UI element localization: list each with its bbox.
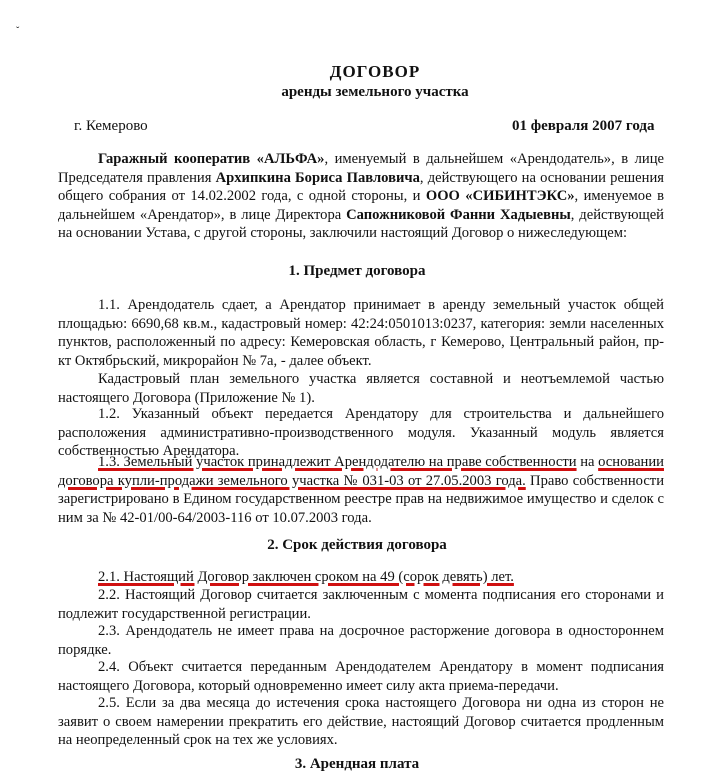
clause-2-2: 2.2. Настоящий Договор считается заключенным с момента подписания его сторонами и подлежит государственной регистрации.: [58, 587, 664, 622]
clause-2-5: 2.5. Если за два месяца до истечения срока настоящего Договора ни одна из сторон не заявит о своем намерении прекратить его действие, настоящий Договор считается продленным на неопределенный срок на тех же условиях.: [58, 695, 664, 749]
clause-2-1: [58, 568, 664, 587]
preamble-text: , именуемый в дальнейшем «Арендодатель», в лице Председателя правления: [58, 151, 664, 186]
preamble-text: , действующей на основании Устава, с другой стороны, заключили настоящий Договор о нижеследующем:: [58, 206, 664, 242]
section-1-heading: 1. Предмет договора: [288, 263, 426, 279]
document-title: ДОГОВОР: [329, 62, 421, 81]
city: г. Кемерово: [74, 118, 148, 134]
clause-1-3-underlined: 1.3. Земельный участок принадлежит Арендодателю на праве собственности: [98, 454, 577, 470]
corner-mark: ˇ: [16, 26, 20, 37]
clause-1-3-text: Право собственности зарегистрировано в Едином государственном реестре прав на недвижимое имущество и сделок с ним за № 42-01/00-64/2003-116 от 10.07.2003 года.: [58, 472, 664, 526]
clause-1-2: 1.2. Указанный объект передается Арендатору для строительства и дальнейшего расположения административно-производственного модуля. Указанный модуль является собственностью Арендатора.: [58, 406, 664, 460]
section-2-heading: 2. Срок действия договора: [267, 537, 447, 553]
preamble-text: , действующего на основании решения общего собрания от 14.02.2002 года, с одной стороны, и: [58, 169, 664, 205]
clause-1-3: [58, 453, 664, 527]
lessor-name: Гаражный кооператив «АЛЬФА»: [98, 151, 325, 167]
document-subtitle: аренды земельного участка: [281, 84, 469, 100]
preamble: [58, 150, 664, 243]
lessor-chairman: Архипкина Бориса Павловича: [215, 169, 420, 186]
clause-2-4: 2.4. Объект считается переданным Арендодателем Арендатору в момент подписания настоящего Договора, который одновременно имеет силу акта приема-передачи.: [58, 659, 664, 694]
clause-1-1: 1.1. Арендодатель сдает, а Арендатор принимает в аренду земельный участок общей площадью: 6690,68 кв.м., кадастровый номер: 42:24:0501013:0237, категория: земли населенных пунктов, расположенный по адресу: Кемеровская область, г Кемерово, Центральный район, пр-кт Октябрьский, микрорайон № 7а, - далее объект.: [58, 297, 664, 369]
clause-2-3: 2.3. Арендодатель не имеет права на досрочное расторжение договора в одностороннем порядке.: [58, 623, 664, 658]
clause-1-3-underlined-basis: основании договора купли-продажи земельного участка № 031-03 от 27.05.2003 года.: [58, 454, 664, 489]
section-3-heading: 3. Арендная плата: [294, 756, 420, 772]
lessee-name: ООО «СИБИНТЭКС»: [425, 188, 575, 205]
preamble-text: , именуемое в дальнейшем «Арендатор», в лице Директора: [58, 188, 664, 223]
contract-date: 01 февраля 2007 года: [512, 118, 655, 134]
clause-1-3-text: на: [576, 454, 599, 470]
cadastral-plan-clause: Кадастровый план земельного участка является составной и неотъемлемой частью настоящего Договора (Приложение № 1).: [58, 371, 664, 406]
clause-2-1-underlined: 2.1. Настоящий Договор заключен сроком на 49 (сорок девять) лет.: [98, 569, 514, 585]
lessee-director: Сапожниковой Фанни Хадыевны: [346, 206, 571, 223]
